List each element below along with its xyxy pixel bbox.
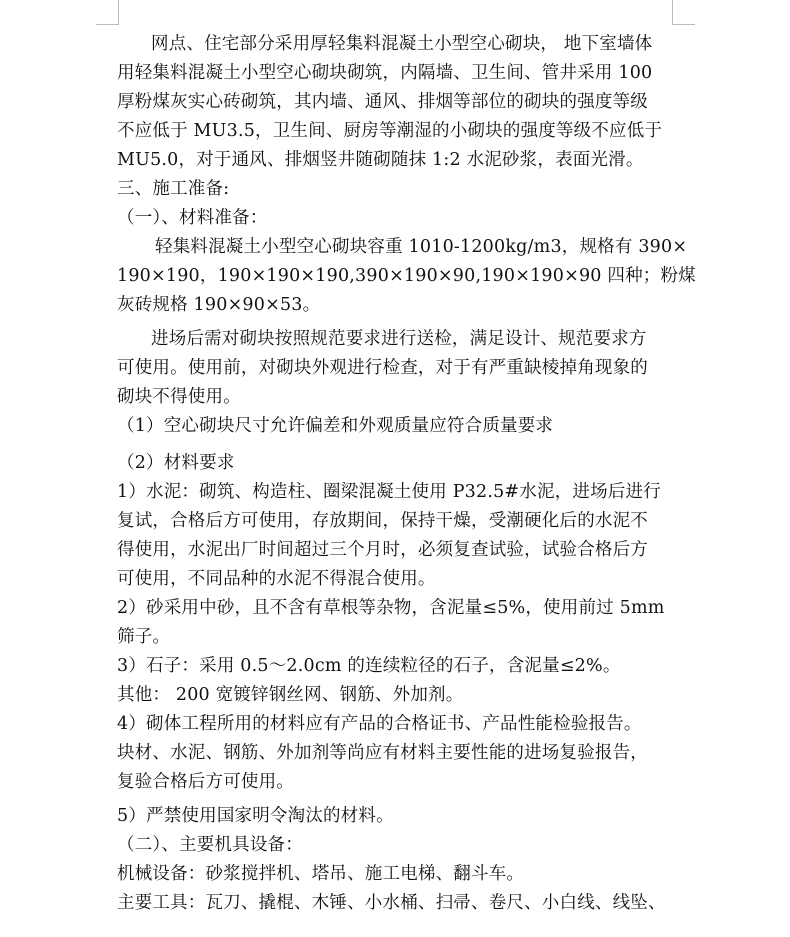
paragraph-line: 不应低于 MU3.5，卫生间、厨房等潮湿的小砌块的强度等级不应低于 [117,121,663,141]
list-heading: （1）空心砌块尺寸允许偏差和外观质量应符合质量要求 [117,416,554,436]
paragraph-line: MU5.0，对于通风、排烟竖井随砌随抹 1:2 水泥砂浆，表面光滑。 [117,150,644,170]
paragraph-line: 网点、住宅部分采用厚轻集料混凝土小型空心砌块， 地下室墙体 [151,34,653,54]
section-heading: 三、施工准备: [117,179,230,199]
paragraph-line: 机械设备：砂浆搅拌机、塔吊、施工电梯、翻斗车。 [117,864,525,884]
list-heading: （2）材料要求 [117,453,235,473]
document-body [117,30,696,918]
list-item-line: 其他： 200 宽镀锌钢丝网、钢筋、外加剂。 [117,685,464,705]
paragraph-line: 可使用。使用前，对砌块外观进行检查，对于有严重缺棱掉角现象的 [117,358,648,378]
list-item-line: 3）石子：采用 0.5～2.0cm 的连续粒径的石子，含泥量≤2%。 [117,656,621,676]
paragraph-line: 轻集料混凝土小型空心砌块容重 1010-1200kg/m3，规格有 390× [155,237,688,257]
subsection-heading: （二）、主要机具设备： [117,835,303,855]
list-item-line: 复验合格后方可使用。 [117,772,294,792]
list-item-line: 筛子。 [117,627,171,647]
list-item-line: 得使用，水泥出厂时间超过三个月时，必须复查试验，试验合格后方 [117,540,648,560]
paragraph-line: 灰砖规格 190×90×53。 [117,295,321,315]
list-item-line: 可使用，不同品种的水泥不得混合使用。 [117,569,436,589]
list-item-line: 1）水泥：砌筑、构造柱、圈梁混凝土使用 P32.5#水泥，进场后进行 [117,482,661,502]
paragraph-line: 进场后需对砌块按照规范要求进行送检，满足设计、规范要求方 [151,329,647,349]
list-item-line: 5）严禁使用国家明令淘汰的材料。 [117,806,394,826]
page-corner-mark-left [96,0,119,25]
list-item-line: 块材、水泥、钢筋、外加剂等尚应有材料主要性能的进场复验报告， [117,743,648,763]
paragraph-line: 主要工具：瓦刀、撬棍、木锤、小水桶、扫帚、卷尺、小白线、线坠、 [117,893,666,913]
paragraph-line: 厚粉煤灰实心砖砌筑，其内墙、通风、排烟等部位的砌块的强度等级 [117,92,648,112]
list-item-line: 复试，合格后方可使用，存放期间，保持干燥，受潮硬化后的水泥不 [117,511,648,531]
subsection-heading: （一）、材料准备： [117,208,268,228]
paragraph-line: 砌块不得使用。 [117,387,241,407]
list-item-line: 2）砂采用中砂，且不含有草根等杂物，含泥量≤5%，使用前过 5mm [117,598,665,618]
page-corner-mark-right [672,0,695,25]
paragraph-line: 用轻集料混凝土小型空心砌块砌筑，内隔墙、卫生间、管井采用 100 [117,63,653,83]
paragraph-line: 190×190，190×190×190,390×190×90,190×190×90 四种；粉煤 [117,266,696,286]
list-item-line: 4）砌体工程所用的材料应有产品的合格证书、产品性能检验报告。 [117,714,642,734]
